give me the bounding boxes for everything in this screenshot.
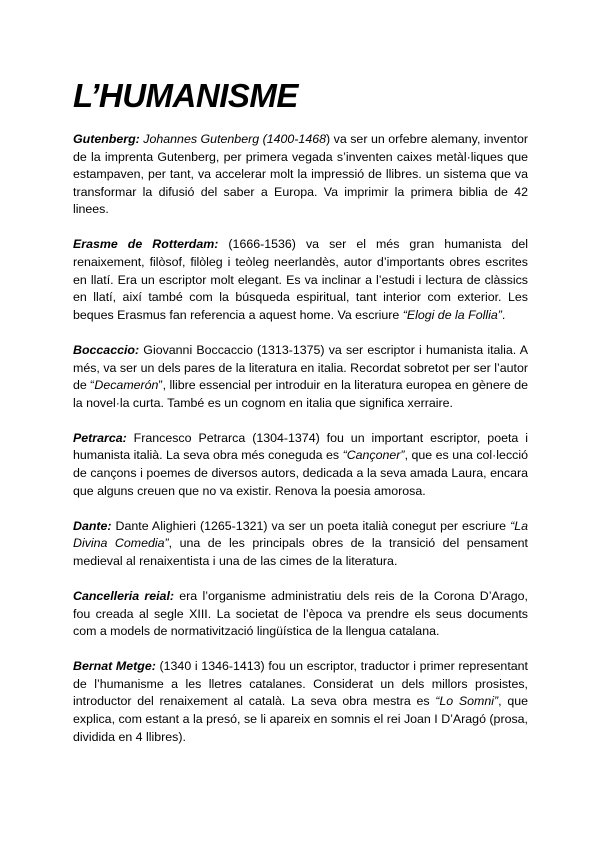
entries-list: [73, 131, 528, 746]
entry-paragraph: [73, 430, 528, 500]
entry-paragraph: [73, 658, 528, 746]
entry-text: Giovanni Boccaccio (1313-1375) va ser escriptor i humanista italia. A més, va ser un dels pares de la literatura en italia. Recordat sobretot per ser l’autor de “: [73, 342, 528, 393]
entry-text: , que es una col·lecció de cançons i poemes de diversos autors, dedicada a la seva amada Laura, encara que alguns creuen que no va existir. Renova la poesia amorosa.: [73, 448, 528, 498]
entry-paragraph: [73, 518, 528, 571]
entry-term: Bernat Metge:: [73, 659, 156, 674]
entry-text: , que explica, com estant a la presó, se li apareix en somnis el rei Joan I D’Aragó (prosa, dividida en 4 llibres).: [73, 694, 528, 744]
entry-text: Francesco Petrarca (1304-1374) fou un important escriptor, poeta i humanista italià. La seva obra més coneguda es: [73, 430, 528, 463]
entry-term: Dante:: [73, 518, 112, 533]
entry-text-italic: “La Divina Comedia”: [73, 518, 528, 551]
entry-text: (1666-1536) va ser el més gran humanista del renaixement, filòsof, filòleg i teòleg neerlandès, autor d’importants obres escrites en llatí. Era un escriptor molt elegant. Es va inclinar a l’estudi i lectura de clàssics en llatí, així també com la búsqueda espiritual, tant interior com exterior. Les beques Erasmus fan referencia a aquest home. Va escriure: [73, 237, 528, 322]
entry-term: Petrarca:: [73, 430, 127, 445]
entry-text-italic: Johannes Gutenberg (1400-1468: [143, 132, 326, 146]
entry-text: era l’organisme administratiu dels reis de la Corona D’Arago, fou creada al segle XIII. La societat de l’època va prendre els seus documents com a models de normativització lingüística de la llengua catalana.: [73, 588, 528, 639]
entry-term: Boccaccio:: [73, 342, 140, 357]
entry-text: .: [501, 307, 506, 322]
entry-term: Gutenberg:: [73, 132, 140, 146]
entry-text: , una de les principals obres de la transició del pensament medieval al renaixentista i una de las cimes de la literatura.: [73, 536, 528, 568]
entry-text: Dante Alighieri (1265-1321) va ser un poeta italià conegut per escriure: [111, 518, 511, 533]
entry-text: ”, llibre essencial per introduir en la literatura europea en gènere de la novel·la curta. També es un cognom en italia que significa xerraire.: [73, 378, 528, 410]
entry-text-italic: “Cançoner”: [342, 448, 405, 463]
entry-text-italic: “Elogi de la Follia”: [402, 307, 502, 322]
entry-term: Erasme de Rotterdam:: [73, 237, 219, 252]
entry-term: Cancelleria reial:: [73, 588, 175, 603]
entry-text-italic: Decamerón: [94, 378, 159, 393]
entry-text: ) va ser un orfebre alemany, inventor de la imprenta Gutenberg, per primera vegada s’inventen caixes metàl·liques que estampaven, per tant, va accelerar molt la impressió de llibres. un sistema que va transformar la difusió del saber a Europa. Va imprimir la primera biblia de 42 linees.: [73, 132, 528, 217]
entry-paragraph: [73, 131, 528, 219]
entry-paragraph: [73, 342, 528, 412]
entry-text: (1340 i 1346-1413) fou un escriptor, traductor i primer representant de l’humanisme a les lletres catalanes. Considerat un dels millors prosistes, introductor del renaixement al català. La seva obra mestra es: [73, 659, 528, 709]
document-title: L’HUMANISME: [73, 77, 298, 114]
entry-paragraph: [73, 588, 528, 641]
entry-paragraph: [73, 236, 528, 324]
document-page: [73, 76, 528, 764]
entry-text-italic: “Lo Somni”: [435, 694, 499, 709]
